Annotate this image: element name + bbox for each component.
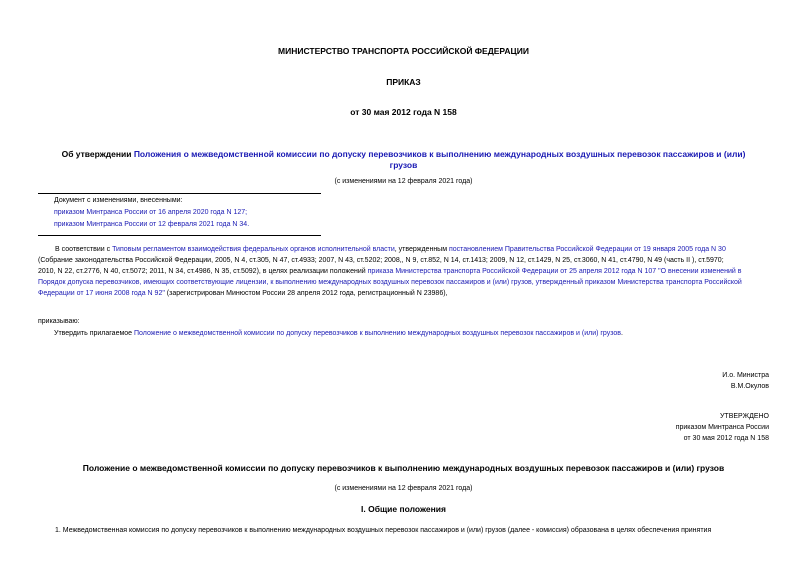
approved-word: УТВЕРЖДЕНО bbox=[719, 413, 769, 420]
order-107-link-cont[interactable]: Порядок допуска перевозчиков, имеющих соответствующие лицензии, к выполнению международных воздушных перевозок пассажиров и (или) грузов, утвержденный приказом Министерства транспорта Российской bbox=[38, 279, 742, 286]
regulation-title-link-cont[interactable]: грузов bbox=[389, 160, 418, 170]
government-decree-link[interactable]: постановлением Правительства Российской Федерации от 19 января 2005 года N 30 bbox=[448, 246, 726, 253]
revision-note: (с изменениями на 12 февраля 2021 года) bbox=[334, 178, 473, 185]
doc-type-heading: ПРИКАЗ bbox=[386, 77, 421, 87]
regulation-link[interactable]: Положение о межведомственной комиссии по допуску перевозчиков к выполнению международных воздушных перевозок пассажиров и (или) грузов bbox=[134, 330, 621, 337]
preamble-line-5 bbox=[38, 289, 769, 300]
regulation-revision-note: (с изменениями на 12 февраля 2021 года) bbox=[334, 485, 473, 492]
approve-text: Утвердить прилагаемое bbox=[54, 330, 135, 337]
preamble-text: (зарегистрирован Минюстом России 28 апреля 2012 года, регистрационный N 23986), bbox=[164, 290, 448, 297]
order-title bbox=[0, 149, 807, 171]
changes-label: Документ с изменениями, внесенными: bbox=[54, 197, 183, 204]
approve-text-end: . bbox=[621, 330, 623, 337]
order-date-number: от 30 мая 2012 года N 158 bbox=[350, 107, 457, 117]
approved-date: от 30 мая 2012 года N 158 bbox=[683, 435, 769, 442]
approve-line bbox=[54, 328, 623, 340]
order-word: приказываю: bbox=[38, 318, 80, 325]
order-title-prefix: Об утверждении bbox=[61, 149, 134, 159]
approved-by: приказом Минтранса России bbox=[675, 424, 769, 431]
regulation-title-link[interactable]: Положения о межведомственной комиссии по допуску перевозчиков к выполнению международных воздушных перевозок пассажиров и (или) bbox=[133, 149, 746, 159]
preamble-text: 2010, N 22, ст.2776, N 40, ст.5072; 2011, N 34, ст.4986, N 35, ст.5092), в целях реализации положений bbox=[38, 268, 368, 275]
preamble-line-1 bbox=[38, 245, 769, 256]
divider-top bbox=[38, 193, 321, 194]
order-92-link[interactable]: Федерации от 17 июня 2008 года N 92" bbox=[38, 290, 165, 297]
signatory-position: И.о. Министра bbox=[722, 372, 769, 379]
change-link-1[interactable]: приказом Минтранса России от 16 апреля 2020 года N 127; bbox=[54, 209, 248, 216]
section-heading: I. Общие положения bbox=[361, 504, 446, 514]
order-107-link[interactable]: приказа Министерства транспорта Российской Федерации от 25 апреля 2012 года N 107 "О внесении изменений в bbox=[367, 268, 742, 275]
preamble-text: , утвержденным bbox=[394, 246, 449, 253]
paragraph-1: 1. Межведомственная комиссия по допуску перевозчиков к выполнению международных воздушных перевозок пассажиров и (или) грузов (далее - комиссия) образована в целях обеспечения принятия bbox=[55, 527, 712, 534]
typical-regulation-link[interactable]: Типовым регламентом взаимодействия федеральных органов исполнительной власти bbox=[112, 246, 395, 253]
preamble-text: В соответствии с bbox=[55, 246, 113, 253]
divider-bottom bbox=[38, 235, 321, 236]
preamble-line-2: (Собрание законодательства Российской Федерации, 2005, N 4, ст.305, N 47, ст.4933; 2007, N 43, ст.5202; 2008,, N 9, ст.852, N 14, ст.1413; 2009, N 12, ст.1429, N 25, ст.3060, N 41, ст.4790, N 49 (часть II ), ст.5970; bbox=[38, 257, 724, 264]
regulation-title: Положение о межведомственной комиссии по допуску перевозчиков к выполнению международных воздушных перевозок пассажиров и (или) грузов bbox=[82, 463, 725, 473]
change-link-2[interactable]: приказом Минтранса России от 12 февраля 2021 года N 34. bbox=[54, 221, 250, 228]
signatory-name: В.М.Окулов bbox=[730, 383, 769, 390]
preamble-line-3 bbox=[38, 267, 769, 278]
ministry-heading: МИНИСТЕРСТВО ТРАНСПОРТА РОССИЙСКОЙ ФЕДЕРАЦИИ bbox=[278, 46, 529, 56]
